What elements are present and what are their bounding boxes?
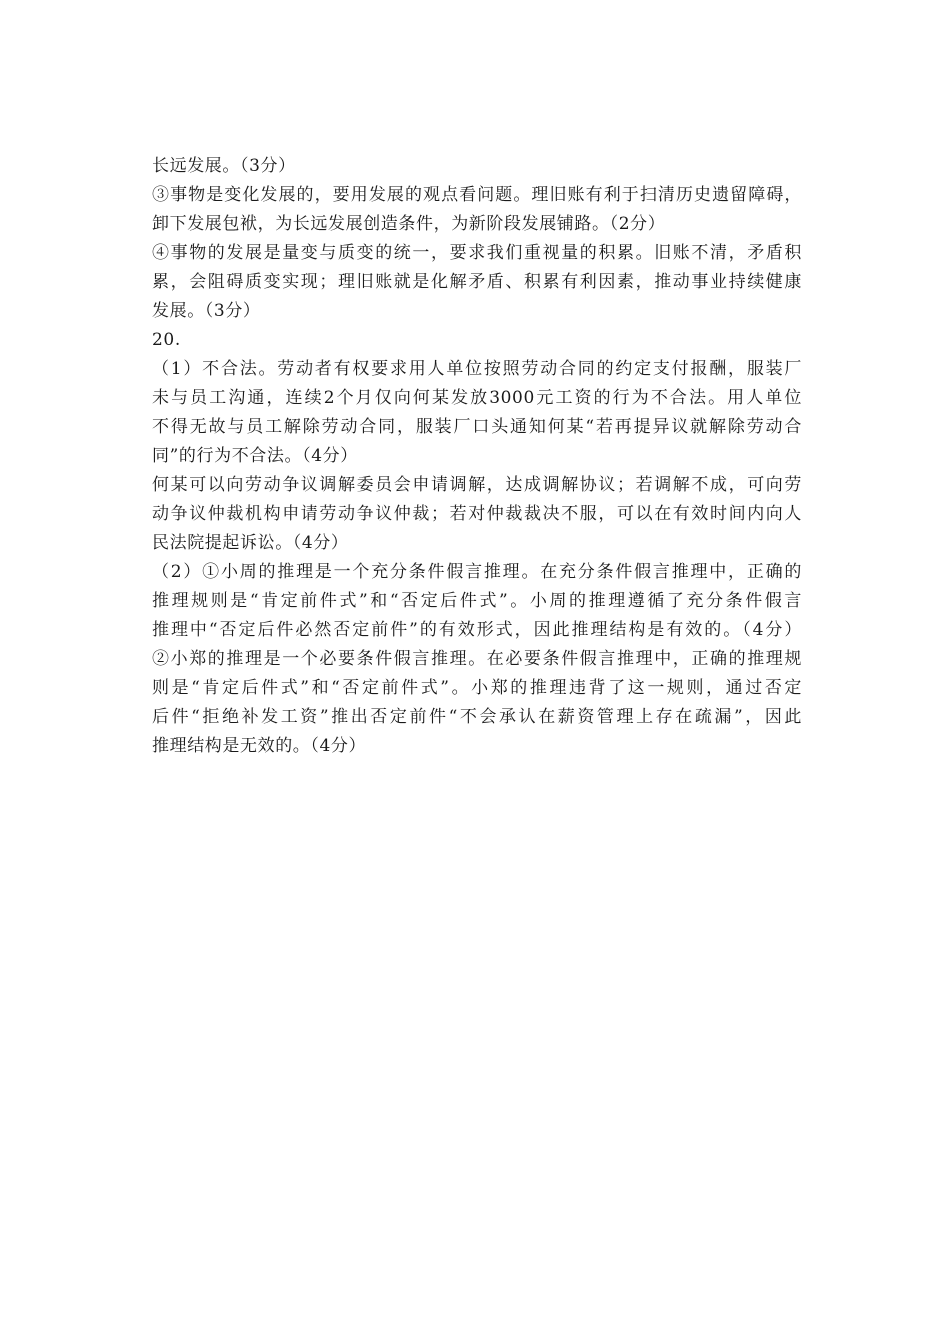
text-line: 卸下发展包袱，为长远发展创造条件，为新阶段发展铺路。（2分） — [152, 214, 666, 234]
text-line: 未与员工沟通，连续2个月仅向何某发放3000元工资的行为不合法。用人单位 — [152, 388, 802, 408]
text-line: 推理结构是无效的。（4分） — [152, 736, 367, 756]
text-line: 累，会阻碍质变实现；理旧账就是化解矛盾、积累有利因素，推动事业持续健康 — [152, 272, 802, 292]
question-number: 20. — [152, 330, 181, 350]
document-page — [152, 152, 802, 761]
text-line: 推理规则是“肯定前件式”和“否定后件式”。小周的推理遵循了充分条件假言 — [152, 591, 802, 611]
text-line: 发展。（3分） — [152, 301, 261, 321]
text-line: 何某可以向劳动争议调解委员会申请调解，达成调解协议；若调解不成，可向劳 — [152, 475, 802, 495]
text-line: 长远发展。（3分） — [152, 156, 296, 176]
text-line: 动争议仲裁机构申请劳动争议仲裁；若对仲裁裁决不服，可以在有效时间内向人 — [152, 504, 802, 524]
text-line: （2）①小周的推理是一个充分条件假言推理。在充分条件假言推理中，正确的 — [152, 562, 802, 582]
text-line: ④事物的发展是量变与质变的统一，要求我们重视量的积累。旧账不清，矛盾积 — [152, 243, 802, 263]
text-line: ③事物是变化发展的，要用发展的观点看问题。理旧账有利于扫清历史遗留障碍， — [152, 185, 802, 205]
text-line: 民法院提起诉讼。（4分） — [152, 533, 349, 553]
text-line: 后件“拒绝补发工资”推出否定前件“不会承认在薪资管理上存在疏漏”，因此 — [152, 707, 802, 727]
text-line: 则是“肯定后件式”和“否定前件式”。小郑的推理违背了这一规则，通过否定 — [152, 678, 802, 698]
text-line: 推理中“否定后件必然否定前件”的有效形式，因此推理结构是有效的。（4分） — [152, 620, 802, 640]
text-line: ②小郑的推理是一个必要条件假言推理。在必要条件假言推理中，正确的推理规 — [152, 649, 802, 669]
text-line: 不得无故与员工解除劳动合同，服装厂口头通知何某“若再提异议就解除劳动合 — [152, 417, 802, 437]
text-line: 同”的行为不合法。（4分） — [152, 446, 358, 466]
text-line: （1）不合法。劳动者有权要求用人单位按照劳动合同的约定支付报酬，服装厂 — [152, 359, 802, 379]
